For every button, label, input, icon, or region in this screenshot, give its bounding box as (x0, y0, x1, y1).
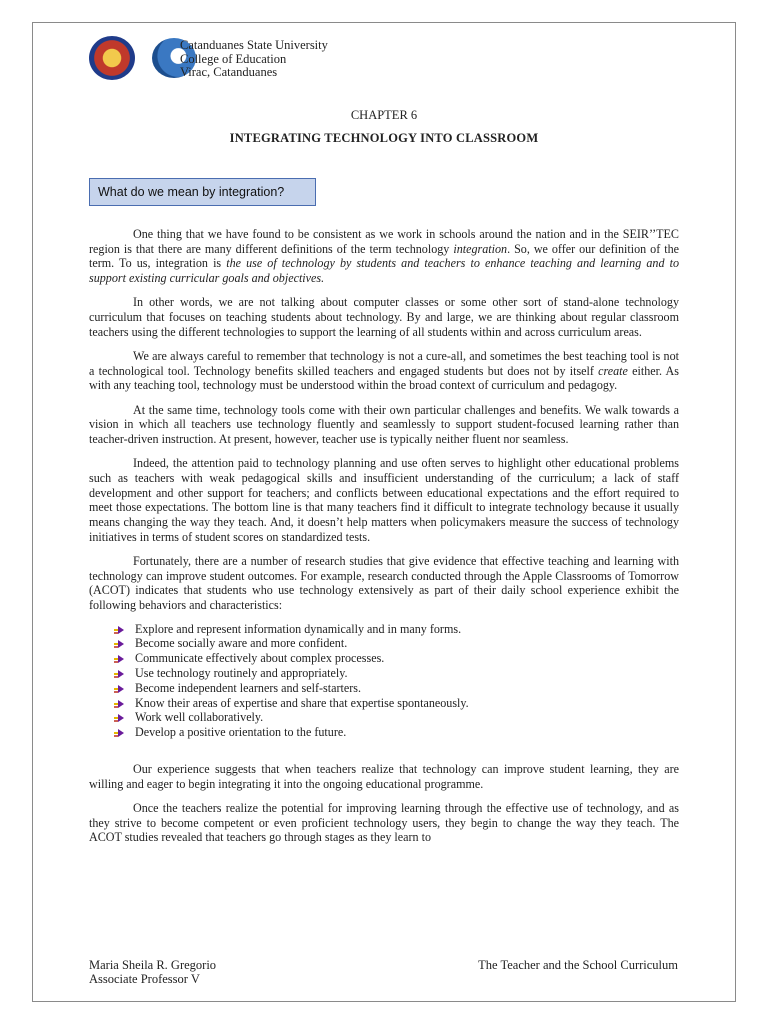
list-item-text: Develop a positive orientation to the future. (135, 725, 347, 740)
list-item (113, 636, 679, 651)
paragraph-experience: Our experience suggests that when teachers realize that technology can improve student learning, they are willing and eager to begin integrating it into the ongoing educational programme. (89, 762, 679, 791)
list-item-text: Work well collaboratively. (135, 710, 264, 725)
list-item-text: Communicate effectively about complex processes. (135, 651, 385, 666)
author-title: Associate Professor V (89, 972, 200, 986)
arrow-bullet-icon (113, 639, 125, 649)
section-question-box: What do we mean by integration? (89, 178, 316, 206)
arrow-bullet-icon (113, 625, 125, 635)
paragraph-research: Fortunately, there are a number of research studies that give evidence that effective teaching and learning with technology can improve student outcomes. For example, research conducted through the Apple Classrooms of Tomorrow (ACOT) indicates that students who use technology extensively as part of their daily school experience exhibit the following behaviors and characteristics: (89, 553, 679, 612)
chapter-label: CHAPTER 6 (350, 108, 418, 122)
list-item-text: Become socially aware and more confident. (135, 636, 348, 651)
paragraph-planning: Indeed, the attention paid to technology planning and use often serves to highlight other educational problems such as teachers with weak pedagogical skills and insufficient understanding of the curriculum; a lack of staff development and other support for teachers; and conflicts between educational expectations and the effort required to meet those expectations. The bottom line is that many teachers find it difficult to integrate technology because it usually means changing the way they teach. And, it doesn’t help matters when policymakers measure the success of technology initiatives in terms of student scores on standardized tests. (89, 456, 679, 544)
characteristics-list (89, 622, 679, 740)
arrow-bullet-icon (113, 654, 125, 664)
paragraph-other-words: In other words, we are not talking about computer classes or some other sort of stand-alone technology curriculum that focuses on teaching students about technology. By and large, we are thinking about regular classroom teachers using the different technologies to support the learning of all students within and across curriculum areas. (89, 295, 679, 339)
list-item (113, 651, 679, 666)
list-item-text: Explore and represent information dynamically and in many forms. (135, 621, 462, 636)
emphasis-definition: the use of technology by students and teachers to enhance teaching and learning and to support existing curricular goals and objectives. (89, 256, 679, 286)
arrow-bullet-icon (113, 684, 125, 694)
list-item (113, 696, 679, 711)
chapter-title: INTEGRATING TECHNOLOGY INTO CLASSROOM (229, 131, 539, 145)
arrow-bullet-icon (113, 728, 125, 738)
document-body (89, 227, 679, 855)
arrow-bullet-icon (113, 669, 125, 679)
list-item-text: Use technology routinely and appropriately. (135, 666, 348, 681)
list-item (113, 710, 679, 725)
institution-name: Catanduanes State University (180, 38, 328, 52)
footer-author (89, 958, 216, 986)
college-name: College of Education (180, 51, 287, 66)
arrow-bullet-icon (113, 699, 125, 709)
emphasis-integration: integration (453, 241, 508, 256)
list-item (113, 681, 679, 696)
paragraph-cure-all: We are always careful to remember that technology is not a cure-all, and sometimes the best teaching tool is not a technological tool. Technology benefits skilled teachers and engaged students but does not by itself create either. As with any teaching tool, technology must be understood within the broad context of curriculum and pedagogy. (89, 348, 679, 393)
emphasis-create: create (598, 363, 628, 378)
paragraph-stages: Once the teachers realize the potential for improving learning through the effective use of technology, and as they strive to become competent or even proficient technology users, they begin to change the way they teach. The ACOT studies revealed that teachers go through stages as they learn to (89, 800, 679, 845)
university-seal-logo (89, 36, 135, 80)
list-item (113, 622, 679, 637)
footer-book-title: The Teacher and the School Curriculum (478, 958, 678, 972)
list-item-text: Become independent learners and self-starters. (135, 680, 361, 695)
arrow-bullet-icon (113, 713, 125, 723)
author-name: Maria Sheila R. Gregorio (89, 958, 217, 972)
institution-location: Virac, Catanduanes (180, 65, 278, 80)
list-item (113, 666, 679, 681)
institution-header (180, 39, 328, 80)
paragraph-challenges: At the same time, technology tools come with their own particular challenges and benefits. We walk towards a vision in which all teachers use technology fluently and seamlessly to support student-focused learning rather than teacher-driven instruction. At present, however, teacher use is typically neither fluent nor seamless. (89, 402, 679, 446)
list-item-text: Know their areas of expertise and share that expertise spontaneously. (135, 695, 469, 710)
paragraph-definition: One thing that we have found to be consistent as we work in schools around the nation and in the SEIR’’TEC region is that there are many different definitions of the term technology integration. So, we offer our definition of the term. To us, integration is the use of technology by students and teachers to enhance teaching and learning and to support existing curricular goals and objectives. (89, 227, 679, 286)
list-item (113, 725, 679, 740)
